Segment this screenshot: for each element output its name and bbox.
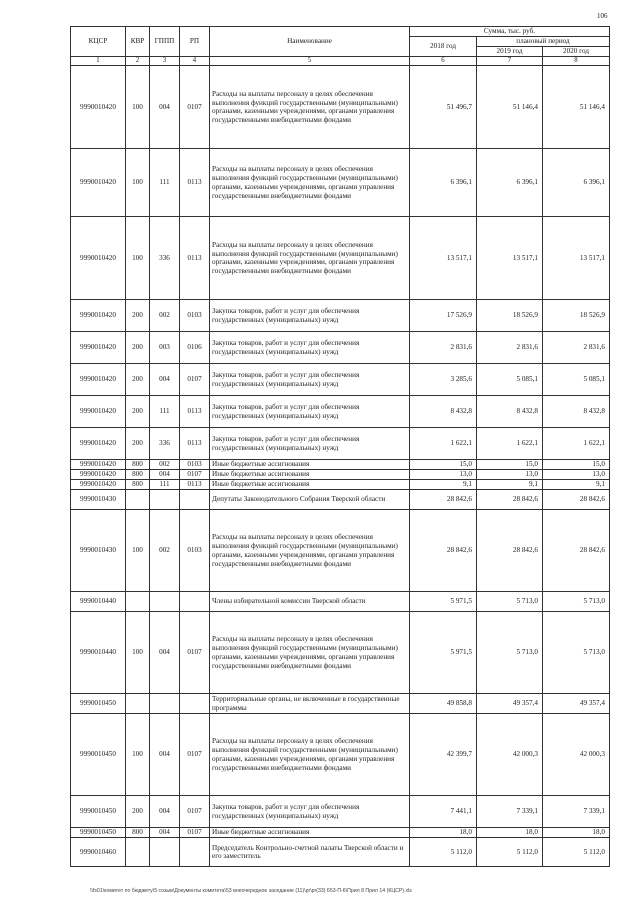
cell-kcsr: 9990010420	[71, 332, 126, 364]
cell-v2019: 5 713,0	[477, 592, 543, 612]
cell-kvr: 200	[126, 300, 150, 332]
cell-rp: 0107	[180, 364, 210, 396]
header-2020: 2020 год	[543, 47, 610, 57]
cell-name: Закупка товаров, работ и услуг для обеспечения государственных (муниципальных) нужд	[210, 428, 410, 460]
cell-v2018: 28 842,6	[410, 510, 477, 592]
cell-kcsr: 9990010420	[71, 428, 126, 460]
cell-name: Расходы на выплаты персоналу в целях обеспечения выполнения функций государственными (муниципальными) органами, казенными учреждениями, органами управления государственными внебюджетными фондами	[210, 217, 410, 300]
cell-kvr: 100	[126, 66, 150, 149]
cell-v2019: 49 357,4	[477, 694, 543, 714]
cell-v2020: 49 357,4	[543, 694, 610, 714]
cell-gppp: 111	[150, 396, 180, 428]
table-row	[71, 510, 610, 592]
cell-v2020: 42 000,3	[543, 714, 610, 796]
cell-v2018: 51 496,7	[410, 66, 477, 149]
cell-v2020: 1 622,1	[543, 428, 610, 460]
cell-kvr: 200	[126, 332, 150, 364]
cell-name: Закупка товаров, работ и услуг для обеспечения государственных (муниципальных) нужд	[210, 796, 410, 828]
cell-name: Депутаты Законодательного Собрания Тверской области	[210, 490, 410, 510]
cell-v2019: 6 396,1	[477, 149, 543, 217]
column-number-row	[71, 57, 610, 66]
table-row	[71, 480, 610, 490]
cell-v2018: 5 971,5	[410, 592, 477, 612]
header-kcsr: КЦСР	[71, 27, 126, 57]
cell-v2018: 7 441,1	[410, 796, 477, 828]
cell-kvr	[126, 694, 150, 714]
cell-v2019: 8 432,8	[477, 396, 543, 428]
cell-kcsr: 9990010420	[71, 460, 126, 470]
cell-gppp: 004	[150, 364, 180, 396]
cell-kvr: 100	[126, 217, 150, 300]
cell-kvr: 200	[126, 796, 150, 828]
cell-name: Закупка товаров, работ и услуг для обеспечения государственных (муниципальных) нужд	[210, 364, 410, 396]
table-row	[71, 490, 610, 510]
cell-name: Члены избирательной комиссии Тверской области	[210, 592, 410, 612]
cell-v2019: 28 842,6	[477, 510, 543, 592]
cell-v2020: 6 396,1	[543, 149, 610, 217]
cell-v2020: 5 713,0	[543, 592, 610, 612]
cell-v2020: 7 339,1	[543, 796, 610, 828]
header-2018: 2018 год	[410, 37, 477, 57]
cell-v2018: 2 831,6	[410, 332, 477, 364]
cell-rp: 0103	[180, 510, 210, 592]
table-row	[71, 66, 610, 149]
column-number: 5	[210, 57, 410, 66]
table-row	[71, 428, 610, 460]
cell-gppp: 111	[150, 149, 180, 217]
cell-v2020: 13,0	[543, 470, 610, 480]
cell-kvr: 800	[126, 460, 150, 470]
cell-gppp: 002	[150, 300, 180, 332]
cell-v2019: 13 517,1	[477, 217, 543, 300]
cell-kcsr: 9990010450	[71, 796, 126, 828]
cell-rp: 0103	[180, 460, 210, 470]
cell-v2020: 28 842,6	[543, 490, 610, 510]
page-number: 106	[597, 12, 608, 20]
cell-kcsr: 9990010450	[71, 694, 126, 714]
cell-kcsr: 9990010440	[71, 612, 126, 694]
cell-kcsr: 9990010420	[71, 470, 126, 480]
cell-v2018: 3 285,6	[410, 364, 477, 396]
cell-v2018: 6 396,1	[410, 149, 477, 217]
cell-kcsr: 9990010420	[71, 480, 126, 490]
cell-v2020: 5 713,0	[543, 612, 610, 694]
header-name: Наименование	[210, 27, 410, 57]
cell-gppp: 002	[150, 510, 180, 592]
table-row	[71, 470, 610, 480]
cell-v2019: 5 112,0	[477, 838, 543, 867]
table-row	[71, 612, 610, 694]
cell-kvr: 100	[126, 612, 150, 694]
cell-kcsr: 9990010450	[71, 714, 126, 796]
table-row	[71, 796, 610, 828]
cell-kcsr: 9990010460	[71, 838, 126, 867]
cell-v2018: 17 526,9	[410, 300, 477, 332]
cell-gppp	[150, 490, 180, 510]
cell-v2019: 18,0	[477, 828, 543, 838]
cell-kcsr: 9990010420	[71, 149, 126, 217]
cell-name: Председатель Контрольно-счетной палаты Тверской области и его заместитель	[210, 838, 410, 867]
cell-v2020: 2 831,6	[543, 332, 610, 364]
cell-rp: 0113	[180, 217, 210, 300]
cell-v2020: 8 432,8	[543, 396, 610, 428]
cell-v2020: 28 842,6	[543, 510, 610, 592]
cell-v2018: 18,0	[410, 828, 477, 838]
cell-v2020: 13 517,1	[543, 217, 610, 300]
cell-v2019: 28 842,6	[477, 490, 543, 510]
cell-kvr: 100	[126, 714, 150, 796]
table-row	[71, 217, 610, 300]
cell-name: Закупка товаров, работ и услуг для обеспечения государственных (муниципальных) нужд	[210, 332, 410, 364]
budget-table	[70, 26, 610, 867]
cell-gppp	[150, 592, 180, 612]
cell-kcsr: 9990010420	[71, 396, 126, 428]
cell-gppp: 002	[150, 460, 180, 470]
cell-kvr: 800	[126, 470, 150, 480]
header-2019: 2019 год	[477, 47, 543, 57]
table-row	[71, 592, 610, 612]
cell-gppp: 004	[150, 612, 180, 694]
cell-kvr	[126, 592, 150, 612]
table-row	[71, 364, 610, 396]
cell-kcsr: 9990010420	[71, 300, 126, 332]
table-row	[71, 714, 610, 796]
column-number: 4	[180, 57, 210, 66]
table-row	[71, 396, 610, 428]
cell-name: Территориальные органы, не включенные в государственные программы	[210, 694, 410, 714]
cell-v2020: 5 085,1	[543, 364, 610, 396]
cell-v2020: 5 112,0	[543, 838, 610, 867]
cell-v2018: 13 517,1	[410, 217, 477, 300]
cell-name: Иные бюджетные ассигнования	[210, 470, 410, 480]
cell-rp	[180, 838, 210, 867]
cell-kvr: 800	[126, 480, 150, 490]
cell-v2019: 42 000,3	[477, 714, 543, 796]
cell-rp: 0107	[180, 714, 210, 796]
cell-gppp	[150, 838, 180, 867]
cell-name: Расходы на выплаты персоналу в целях обеспечения выполнения функций государственными (муниципальными) органами, казенными учреждениями, органами управления государственными внебюджетными фондами	[210, 612, 410, 694]
table-row	[71, 838, 610, 867]
cell-rp: 0113	[180, 396, 210, 428]
table-row	[71, 149, 610, 217]
cell-name: Закупка товаров, работ и услуг для обеспечения государственных (муниципальных) нужд	[210, 300, 410, 332]
table-row	[71, 694, 610, 714]
cell-v2020: 18,0	[543, 828, 610, 838]
cell-v2018: 28 842,6	[410, 490, 477, 510]
cell-kcsr: 9990010440	[71, 592, 126, 612]
cell-kvr: 100	[126, 149, 150, 217]
cell-v2019: 9,1	[477, 480, 543, 490]
header-planned-period: плановый период	[477, 37, 610, 47]
cell-gppp: 004	[150, 66, 180, 149]
cell-rp: 0106	[180, 332, 210, 364]
header-gppp: ГППП	[150, 27, 180, 57]
cell-name: Иные бюджетные ассигнования	[210, 828, 410, 838]
cell-gppp: 336	[150, 217, 180, 300]
table-row	[71, 460, 610, 470]
cell-gppp: 004	[150, 714, 180, 796]
table-row	[71, 332, 610, 364]
cell-rp: 0113	[180, 428, 210, 460]
column-number: 2	[126, 57, 150, 66]
cell-v2019: 5 713,0	[477, 612, 543, 694]
cell-kvr: 200	[126, 364, 150, 396]
cell-name: Расходы на выплаты персоналу в целях обеспечения выполнения функций государственными (муниципальными) органами, казенными учреждениями, органами управления государственными внебюджетными фондами	[210, 510, 410, 592]
cell-gppp: 004	[150, 796, 180, 828]
cell-v2019: 5 085,1	[477, 364, 543, 396]
header-sum: Сумма, тыс. руб.	[410, 27, 610, 37]
column-number: 6	[410, 57, 477, 66]
cell-kvr	[126, 838, 150, 867]
cell-rp	[180, 592, 210, 612]
cell-gppp	[150, 694, 180, 714]
cell-v2018: 13,0	[410, 470, 477, 480]
file-path-footer: \\fs01\комитет по бюджету\5 созыв\Документы комитета\53 внеочередное заседание (11)\pr\pr(33) 653-П-6\Прил 8 Прил 14 (КЦСР).xls	[90, 888, 412, 894]
cell-v2018: 1 622,1	[410, 428, 477, 460]
cell-v2018: 8 432,8	[410, 396, 477, 428]
cell-rp: 0107	[180, 66, 210, 149]
cell-v2018: 42 399,7	[410, 714, 477, 796]
cell-kvr: 200	[126, 396, 150, 428]
cell-gppp: 004	[150, 470, 180, 480]
cell-rp: 0107	[180, 796, 210, 828]
cell-v2020: 9,1	[543, 480, 610, 490]
cell-v2018: 49 858,8	[410, 694, 477, 714]
cell-kcsr: 9990010430	[71, 490, 126, 510]
cell-v2019: 51 146,4	[477, 66, 543, 149]
cell-gppp: 336	[150, 428, 180, 460]
cell-kcsr: 9990010450	[71, 828, 126, 838]
cell-gppp: 111	[150, 480, 180, 490]
cell-v2020: 51 146,4	[543, 66, 610, 149]
cell-v2019: 18 526,9	[477, 300, 543, 332]
cell-rp	[180, 694, 210, 714]
column-number: 8	[543, 57, 610, 66]
cell-rp	[180, 490, 210, 510]
cell-name: Расходы на выплаты персоналу в целях обеспечения выполнения функций государственными (муниципальными) органами, казенными учреждениями, органами управления государственными внебюджетными фондами	[210, 714, 410, 796]
cell-v2020: 15,0	[543, 460, 610, 470]
header-kvr: КВР	[126, 27, 150, 57]
cell-kcsr: 9990010420	[71, 66, 126, 149]
cell-kvr: 800	[126, 828, 150, 838]
cell-rp: 0107	[180, 612, 210, 694]
cell-rp: 0113	[180, 149, 210, 217]
cell-rp: 0107	[180, 470, 210, 480]
cell-rp: 0113	[180, 480, 210, 490]
cell-v2019: 15,0	[477, 460, 543, 470]
cell-kcsr: 9990010420	[71, 364, 126, 396]
cell-v2018: 9,1	[410, 480, 477, 490]
column-number: 1	[71, 57, 126, 66]
cell-v2020: 18 526,9	[543, 300, 610, 332]
cell-kcsr: 9990010420	[71, 217, 126, 300]
cell-kvr: 200	[126, 428, 150, 460]
cell-v2019: 13,0	[477, 470, 543, 480]
header-rp: РП	[180, 27, 210, 57]
cell-v2019: 1 622,1	[477, 428, 543, 460]
cell-name: Иные бюджетные ассигнования	[210, 480, 410, 490]
cell-rp: 0103	[180, 300, 210, 332]
cell-v2018: 5 971,5	[410, 612, 477, 694]
column-number: 7	[477, 57, 543, 66]
cell-kvr: 100	[126, 510, 150, 592]
cell-v2019: 7 339,1	[477, 796, 543, 828]
cell-kcsr: 9990010430	[71, 510, 126, 592]
column-number: 3	[150, 57, 180, 66]
cell-gppp: 004	[150, 828, 180, 838]
cell-kvr	[126, 490, 150, 510]
cell-v2018: 5 112,0	[410, 838, 477, 867]
cell-gppp: 003	[150, 332, 180, 364]
cell-name: Иные бюджетные ассигнования	[210, 460, 410, 470]
cell-v2018: 15,0	[410, 460, 477, 470]
table-row	[71, 828, 610, 838]
cell-v2019: 2 831,6	[477, 332, 543, 364]
cell-name: Расходы на выплаты персоналу в целях обеспечения выполнения функций государственными (муниципальными) органами, казенными учреждениями, органами управления государственными внебюджетными фондами	[210, 149, 410, 217]
table-row	[71, 300, 610, 332]
cell-name: Закупка товаров, работ и услуг для обеспечения государственных (муниципальных) нужд	[210, 396, 410, 428]
cell-rp: 0107	[180, 828, 210, 838]
cell-name: Расходы на выплаты персоналу в целях обеспечения выполнения функций государственными (муниципальными) органами, казенными учреждениями, органами управления государственными внебюджетными фондами	[210, 66, 410, 149]
